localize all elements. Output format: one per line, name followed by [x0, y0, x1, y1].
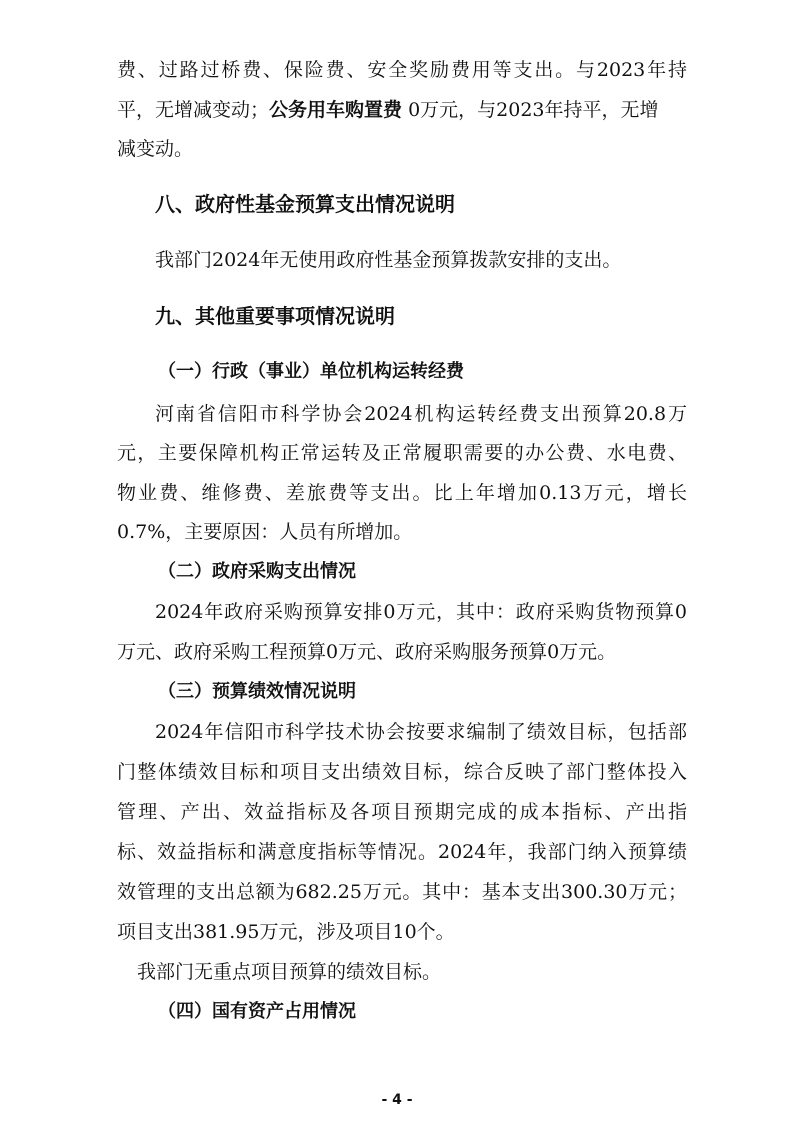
paragraph-line: 管理、产出、效益指标及各项目预期完成的成本指标、产出指	[117, 801, 687, 823]
paragraph-line: 标、效益指标和满意度指标等情况。2024年，我部门纳入预算绩	[117, 841, 687, 863]
section-heading-8: 八、政府性基金预算支出情况说明	[155, 192, 455, 216]
subsection-heading-4: （四）国有资产占用情况	[158, 1001, 356, 1022]
paragraph-line: 减变动。	[117, 138, 194, 160]
paragraph-line: 元，主要保障机构正常运转及正常履职需要的办公费、水电费、	[117, 442, 687, 464]
paragraph-line: 河南省信阳市科学协会2024机构运转经费支出预算20.8万	[155, 403, 687, 425]
paragraph-line: 效管理的支出总额为682.25万元。其中：基本支出300.30万元；	[117, 881, 687, 903]
text-run: 平，无增减变动；	[117, 99, 270, 121]
paragraph-line: 我部门2024年无使用政府性基金预算拨款安排的支出。	[155, 249, 622, 271]
text-run: 0万元，与2023年持平，无增	[402, 99, 659, 121]
paragraph-line: 项目支出381.95万元，涉及项目10个。	[117, 921, 455, 943]
paragraph-line: 万元、政府采购工程预算0万元、政府采购服务预算0万元。	[117, 641, 617, 663]
paragraph-line: 我部门无重点项目预算的绩效目标。	[137, 961, 442, 983]
bold-term-vehicle-purchase: 公务用车购置费	[269, 99, 403, 121]
page-number: - 4 -	[381, 1092, 413, 1108]
paragraph-line: 门整体绩效目标和项目支出绩效目标，综合反映了部门整体投入	[117, 761, 687, 783]
section-heading-9: 九、其他重要事项情况说明	[155, 304, 395, 328]
subsection-heading-1: （一）行政（事业）单位机构运转经费	[158, 361, 464, 382]
paragraph-line: 物业费、维修费、差旅费等支出。比上年增加0.13万元，增长	[117, 482, 687, 504]
paragraph-line: 2024年信阳市科学技术协会按要求编制了绩效目标，包括部	[155, 721, 687, 743]
paragraph-line: 0.7%，主要原因：人员有所增加。	[117, 521, 413, 543]
subsection-heading-2: （二）政府采购支出情况	[158, 561, 356, 582]
paragraph-line: 费、过路过桥费、保险费、安全奖励费用等支出。与2023年持	[117, 59, 687, 81]
paragraph-line	[117, 98, 687, 122]
paragraph-line: 2024年政府采购预算安排0万元，其中：政府采购货物预算0	[155, 601, 687, 623]
subsection-heading-3: （三）预算绩效情况说明	[158, 681, 356, 702]
